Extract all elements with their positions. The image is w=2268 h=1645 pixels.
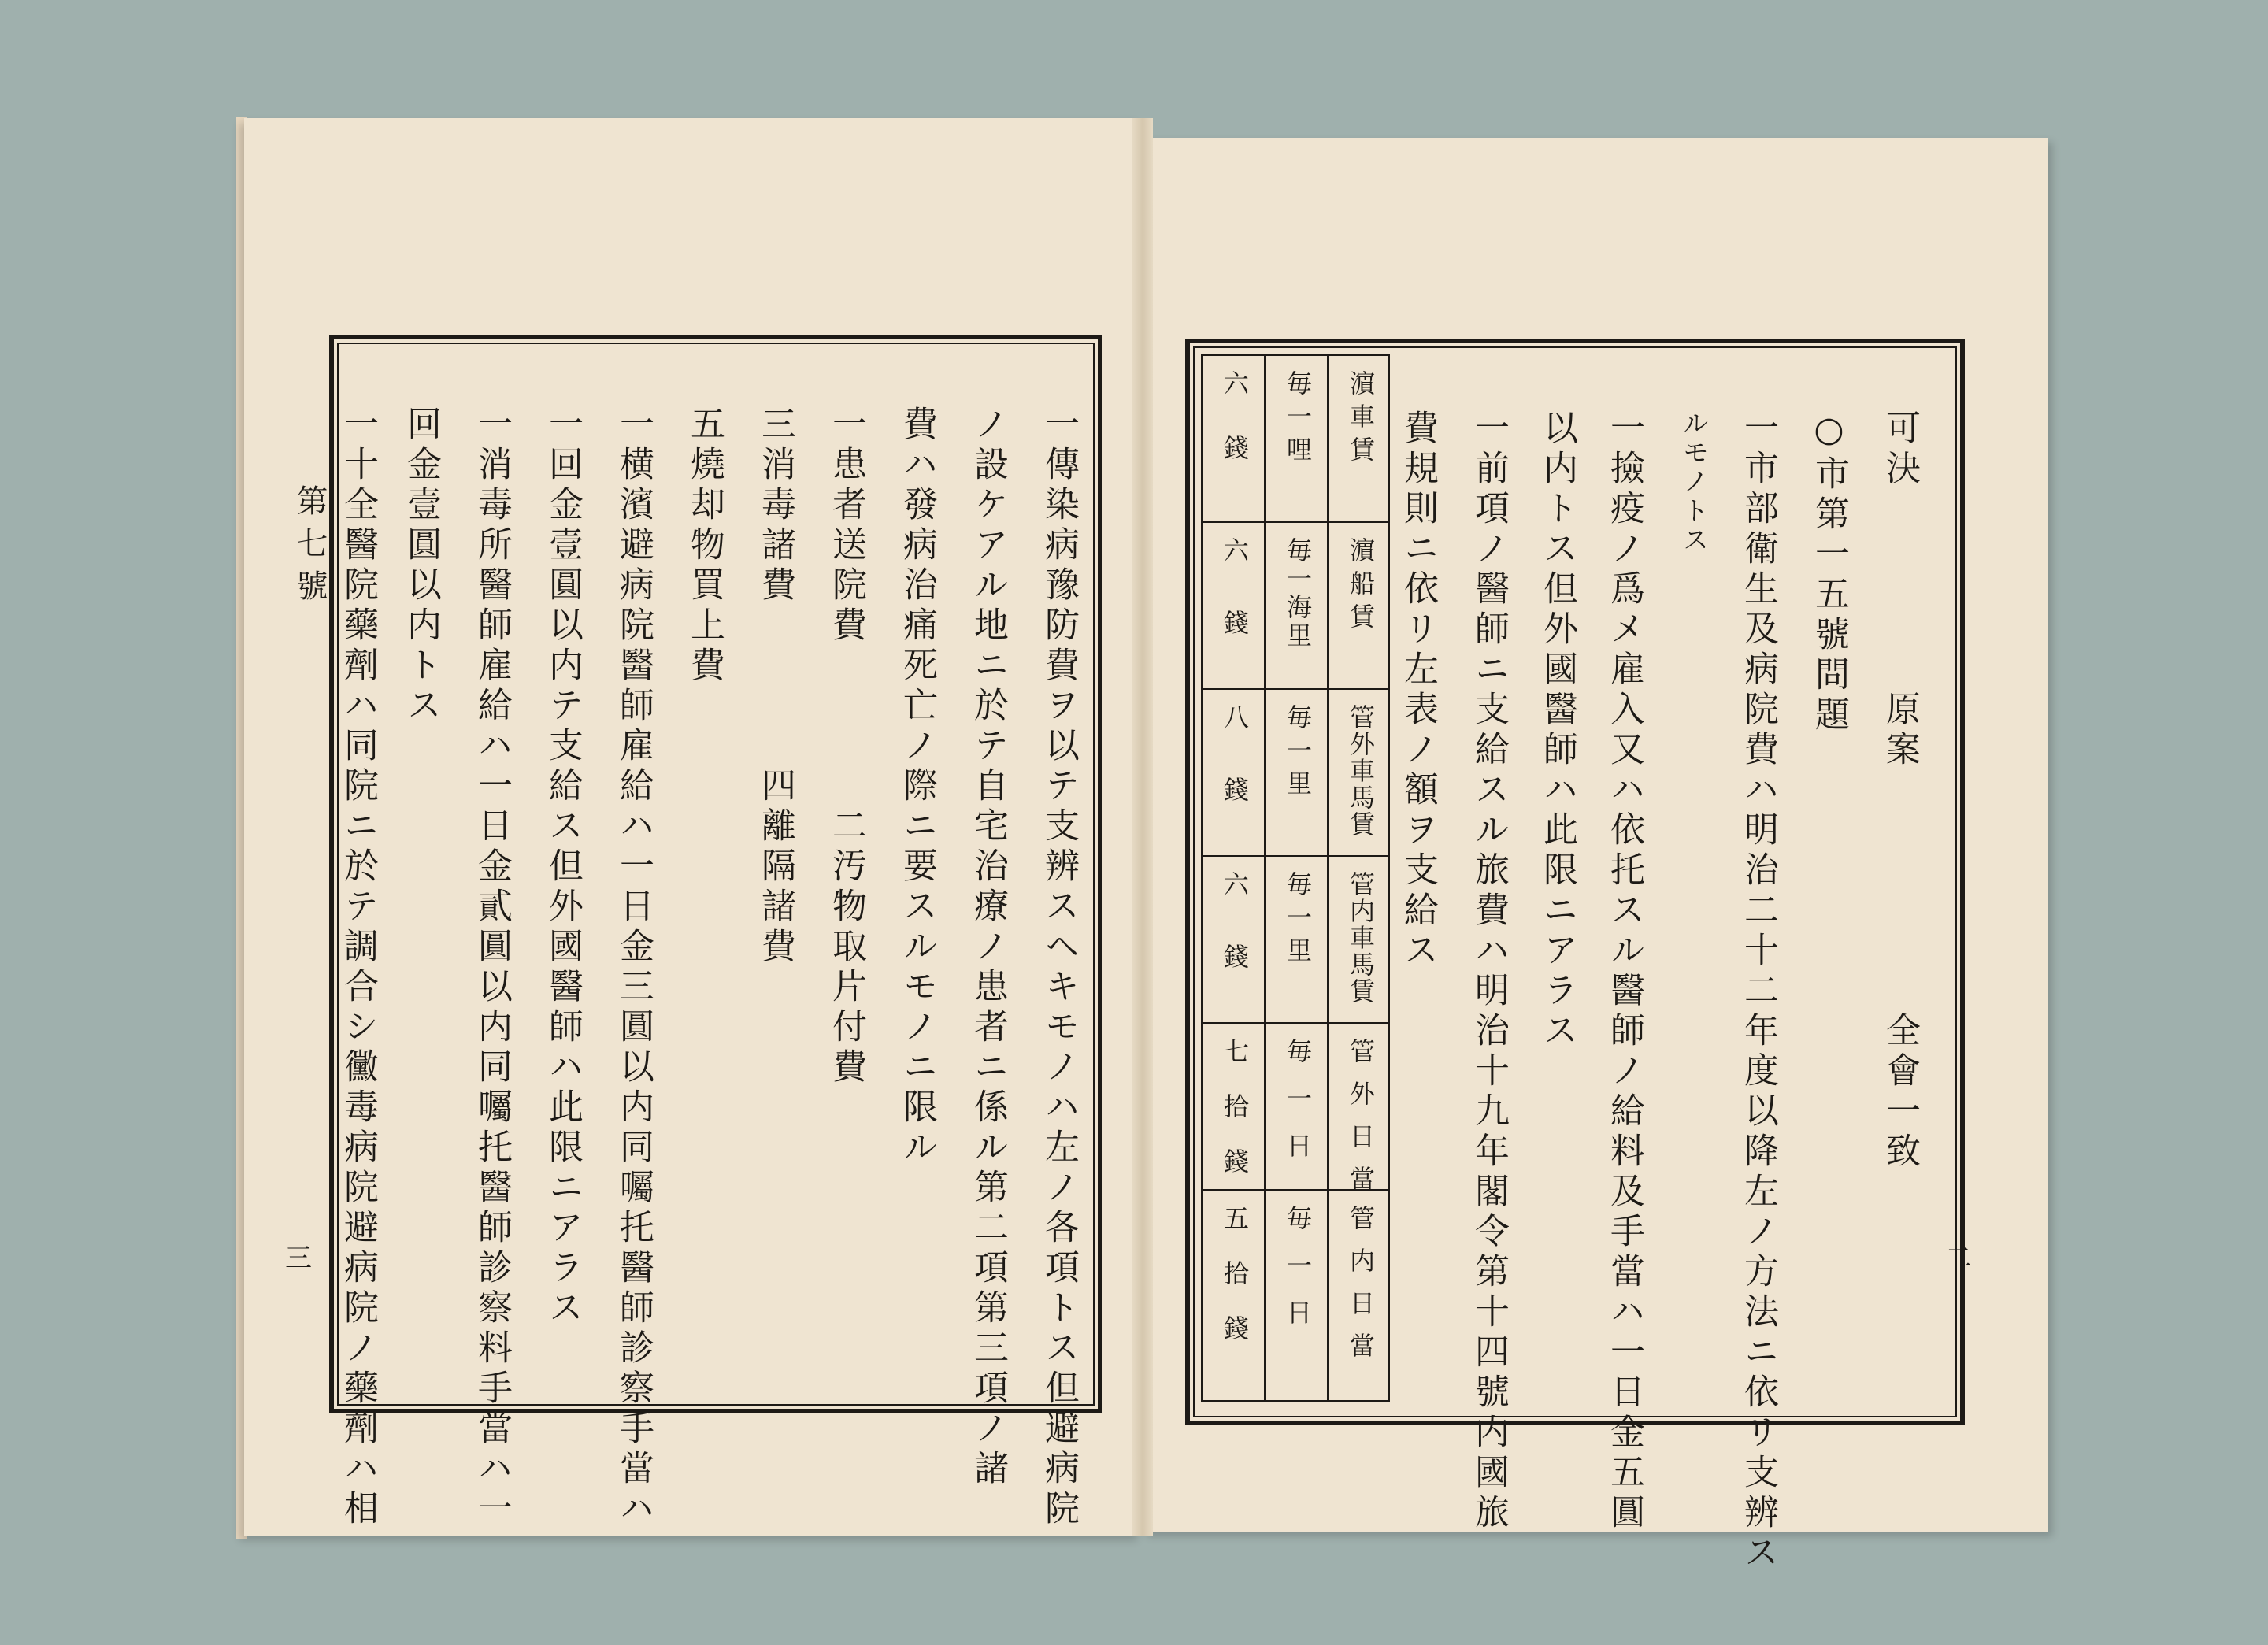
text-column: ルモノトス bbox=[1679, 409, 1710, 555]
table-unit: 毎一哩 bbox=[1283, 370, 1313, 469]
text-column: 一撿疫ノ爲メ雇入又ハ依托スル醫師ノ給料及手當ハ一日金五圓 bbox=[1604, 409, 1644, 1534]
travel-expense-table bbox=[1201, 354, 1390, 1402]
text-column: 一十全醫院藥劑ハ同院ニ於テ調合シ黴毒病院避病院ノ藥劑ハ相 bbox=[338, 406, 378, 1530]
table-amount: 六錢 bbox=[1220, 537, 1250, 682]
table-amount: 六錢 bbox=[1220, 871, 1250, 1016]
text-column: 一市部衛生及病院費ハ明治二十二年度以降左ノ方法ニ依リ支辨ス bbox=[1738, 409, 1778, 1574]
table-header: 濵船賃 bbox=[1346, 537, 1376, 636]
text-column: 一回金壹圓以内テ支給ス但外國醫師ハ此限ニアラス bbox=[543, 406, 583, 1329]
table-amount: 五拾錢 bbox=[1220, 1205, 1250, 1370]
table-amount: 八錢 bbox=[1220, 704, 1250, 849]
table-unit: 毎一日 bbox=[1283, 1205, 1313, 1347]
page-number-left: 三 bbox=[285, 1243, 312, 1274]
resolution-line: 可決 原案 全會一致 bbox=[1880, 409, 1920, 1173]
text-column: 一前項ノ醫師ニ支給スル旅費ハ明治十九年閣令第十四號内國旅 bbox=[1469, 409, 1509, 1534]
issue-number: 第七號 bbox=[291, 484, 328, 612]
text-column: 一横濱避病院醫師雇給ハ一日金三圓以内同囑托醫師診察手當ハ bbox=[613, 406, 654, 1530]
book-spine bbox=[1132, 118, 1153, 1536]
text-column: 五燒却物買上費 bbox=[684, 406, 724, 687]
text-column: 以内トス但外國醫師ハ此限ニアラス bbox=[1537, 409, 1577, 1052]
text-column: 回金壹圓以内トス bbox=[401, 406, 441, 727]
table-amount: 六錢 bbox=[1220, 370, 1250, 499]
table-header: 濵車賃 bbox=[1346, 370, 1376, 469]
table-unit: 毎一里 bbox=[1283, 704, 1313, 803]
table-header: 管外日當 bbox=[1346, 1038, 1376, 1208]
page-number-right: 二 bbox=[1945, 1243, 1972, 1274]
text-column: 一消毒所醫師雇給ハ一日金貳圓以内同囑托醫師診察料手當ハ一 bbox=[472, 406, 512, 1530]
text-column: 一患者送院費 二汚物取片付費 bbox=[826, 406, 866, 1088]
text-column: ノ設ケアル地ニ於テ自宅治療ノ患者ニ係ル第二項第三項ノ諸 bbox=[968, 406, 1008, 1490]
table-unit: 毎一日 bbox=[1283, 1038, 1313, 1180]
text-column: 三消毒諸費 四離隔諸費 bbox=[755, 406, 795, 968]
text-column: 費ハ發病治痛死亡ノ際ニ要スルモノニ限ル bbox=[897, 406, 937, 1169]
table-amount: 七拾錢 bbox=[1220, 1038, 1250, 1203]
item-heading: ○市第一五號問題 bbox=[1809, 409, 1849, 736]
text-column: 費規則ニ依リ左表ノ額ヲ支給ス bbox=[1398, 409, 1438, 972]
table-header: 管外車馬賃 bbox=[1346, 704, 1376, 838]
table-header: 管内日當 bbox=[1346, 1205, 1376, 1375]
table-header: 管内車馬賃 bbox=[1346, 871, 1376, 1005]
table-unit: 毎一里 bbox=[1283, 871, 1313, 970]
text-column: 一傳染病豫防費ヲ以テ支辨スヘキモノハ左ノ各項トス但避病院 bbox=[1039, 406, 1079, 1530]
table-unit: 毎一海里 bbox=[1283, 537, 1313, 650]
